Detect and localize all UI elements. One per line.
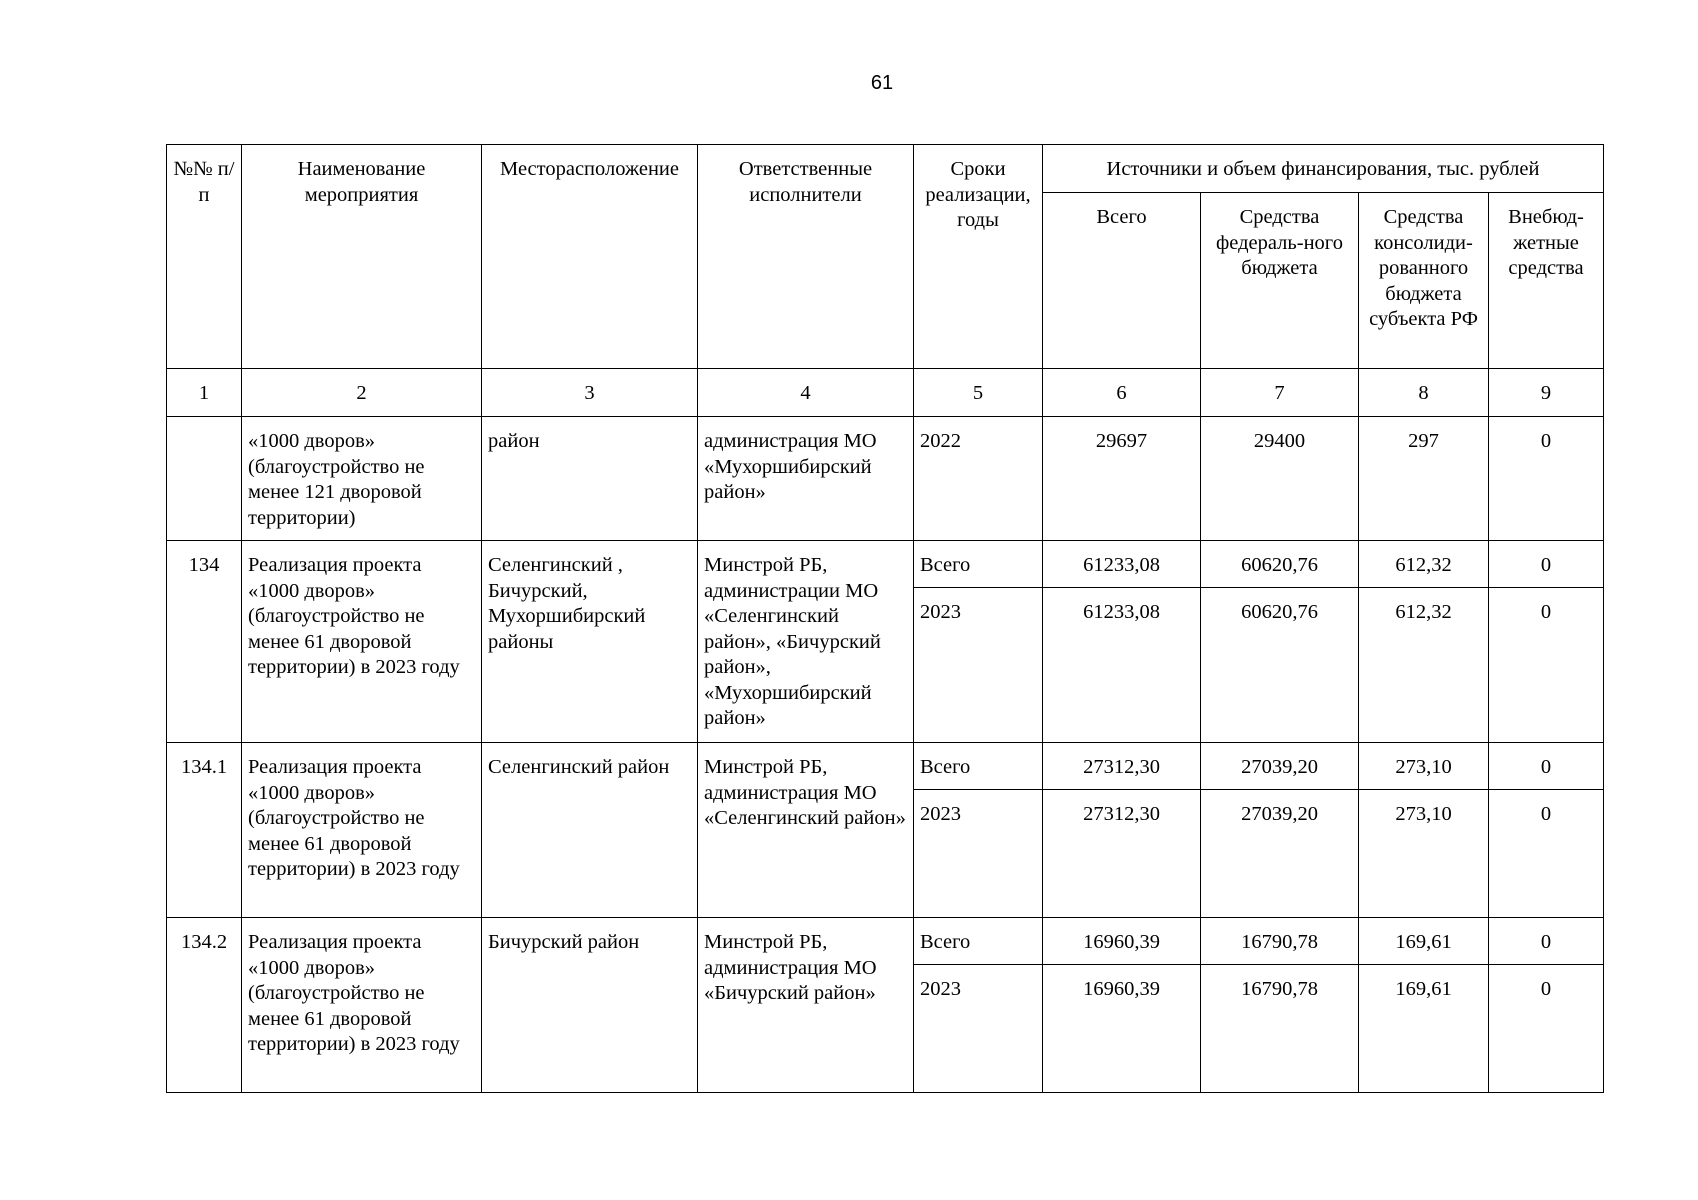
page-number: 61	[870, 72, 894, 94]
row-total: 16960,39	[1043, 965, 1201, 1093]
row-extra: 0	[1489, 541, 1604, 588]
row-name: Реализация проекта «1000 дворов» (благоустройство не менее 61 дворовой территории) в 2023 году	[242, 743, 482, 918]
row-total: 61233,08	[1043, 588, 1201, 743]
header-regional: Средства консолиди-рованного бюджета субъекта РФ	[1359, 193, 1489, 369]
row-period: Всего	[914, 541, 1043, 588]
row-regional: 297	[1359, 417, 1489, 541]
row-responsible: администрация МО «Мухоршибирский район»	[698, 417, 914, 541]
row-extra: 0	[1489, 743, 1604, 790]
row-extra: 0	[1489, 965, 1604, 1093]
row-federal: 16790,78	[1201, 918, 1359, 965]
row-total: 27312,30	[1043, 790, 1201, 918]
header-name: Наименование мероприятия	[242, 145, 482, 369]
header-responsible: Ответственные исполнители	[698, 145, 914, 369]
row-num: 134.1	[167, 743, 242, 918]
row-period: 2022	[914, 417, 1043, 541]
column-number: 8	[1359, 369, 1489, 417]
row-regional: 273,10	[1359, 743, 1489, 790]
row-federal: 60620,76	[1201, 541, 1359, 588]
header-extra: Внебюд-жетные средства	[1489, 193, 1604, 369]
header-total: Всего	[1043, 193, 1201, 369]
table-row	[167, 918, 1604, 965]
column-number: 3	[482, 369, 698, 417]
column-number: 1	[167, 369, 242, 417]
row-total: 27312,30	[1043, 743, 1201, 790]
row-responsible: Минстрой РБ, администрации МО «Селенгинский район», «Бичурский район», «Мухоршибирский район»	[698, 541, 914, 743]
row-period: 2023	[914, 790, 1043, 918]
header-terms: Сроки реализации, годы	[914, 145, 1043, 369]
row-name: «1000 дворов» (благоустройство не менее 121 дворовой территории)	[242, 417, 482, 541]
column-number: 9	[1489, 369, 1604, 417]
row-responsible: Минстрой РБ, администрация МО «Селенгинский район»	[698, 743, 914, 918]
table-header-row	[167, 145, 1604, 193]
column-number-row	[167, 369, 1604, 417]
row-extra: 0	[1489, 790, 1604, 918]
row-total: 29697	[1043, 417, 1201, 541]
header-num: №№ п/п	[167, 145, 242, 369]
row-num: 134.2	[167, 918, 242, 1093]
row-responsible: Минстрой РБ, администрация МО «Бичурский район»	[698, 918, 914, 1093]
row-name: Реализация проекта «1000 дворов» (благоустройство не менее 61 дворовой территории) в 2023 году	[242, 541, 482, 743]
row-federal: 60620,76	[1201, 588, 1359, 743]
row-total: 16960,39	[1043, 918, 1201, 965]
column-number: 5	[914, 369, 1043, 417]
row-total: 61233,08	[1043, 541, 1201, 588]
row-name: Реализация проекта «1000 дворов» (благоустройство не менее 61 дворовой территории) в 2023 году	[242, 918, 482, 1093]
row-extra: 0	[1489, 918, 1604, 965]
row-regional: 612,32	[1359, 541, 1489, 588]
row-period: 2023	[914, 588, 1043, 743]
row-extra: 0	[1489, 417, 1604, 541]
header-funding-group: Источники и объем финансирования, тыс. рублей	[1043, 145, 1604, 193]
row-location: Селенгинский , Бичурский, Мухоршибирский районы	[482, 541, 698, 743]
row-federal: 16790,78	[1201, 965, 1359, 1093]
header-federal: Средства федераль-ного бюджета	[1201, 193, 1359, 369]
row-extra: 0	[1489, 588, 1604, 743]
row-regional: 273,10	[1359, 790, 1489, 918]
row-period: Всего	[914, 918, 1043, 965]
row-period: Всего	[914, 743, 1043, 790]
column-number: 2	[242, 369, 482, 417]
row-federal: 27039,20	[1201, 743, 1359, 790]
row-num	[167, 417, 242, 541]
row-location: Бичурский район	[482, 918, 698, 1093]
row-location: район	[482, 417, 698, 541]
table-row	[167, 743, 1604, 790]
table-row	[167, 541, 1604, 588]
column-number: 4	[698, 369, 914, 417]
column-number: 6	[1043, 369, 1201, 417]
row-num: 134	[167, 541, 242, 743]
row-regional: 612,32	[1359, 588, 1489, 743]
row-regional: 169,61	[1359, 918, 1489, 965]
table-row	[167, 417, 1604, 541]
row-period: 2023	[914, 965, 1043, 1093]
activities-table	[166, 144, 1604, 1093]
row-federal: 27039,20	[1201, 790, 1359, 918]
header-location: Месторасположение	[482, 145, 698, 369]
row-regional: 169,61	[1359, 965, 1489, 1093]
row-federal: 29400	[1201, 417, 1359, 541]
row-location: Селенгинский район	[482, 743, 698, 918]
column-number: 7	[1201, 369, 1359, 417]
